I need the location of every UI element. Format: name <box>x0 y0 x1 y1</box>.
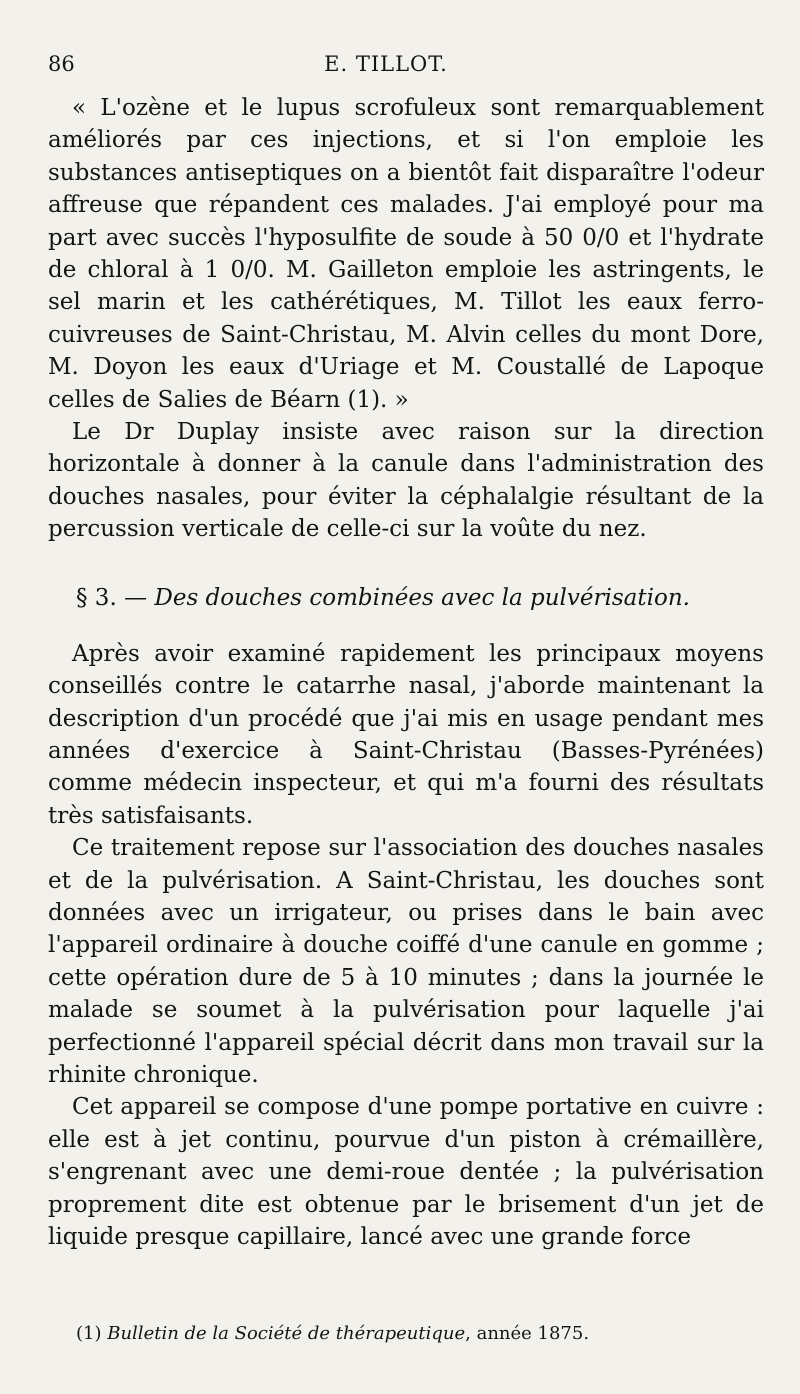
section-title: Des douches combinées avec la pulvérisation. <box>154 584 690 611</box>
paragraph-duplay: Le Dr Duplay insiste avec raison sur la direction horizontale à donner à la canule dans l'administration des douches nasales, pour éviter la céphalalgie résultant de la percussion verticale de celle-ci sur la voûte du nez. <box>48 419 764 543</box>
paragraph-apres: Après avoir examiné rapidement les principaux moyens conseillés contre le catarrhe nasal, j'aborde maintenant la description d'un procédé que j'ai mis en usage pendant mes années d'exercice à Saint-Christau (Basses-Pyrénées) comme médecin inspecteur, et qui m'a fourni des résultats très satisfaisants. <box>48 640 764 829</box>
page-number: 86 <box>48 52 75 76</box>
paragraph-appareil: Cet appareil se compose d'une pompe portative en cuivre : elle est à jet continu, pourvue d'un piston à crémaillère, s'engrenant avec une demi-roue dentée ; la pulvérisation proprement dite est obtenue par le brisement d'un jet de liquide presque capillaire, lancé avec une grande force <box>48 1094 764 1250</box>
paragraph-traitement: Ce traitement repose sur l'association des douches nasales et de la pulvérisation. A Saint-Christau, les douches sont données avec un irrigateur, ou prises dans le bain avec l'appareil ordinaire à douche coiffé d'une canule en gomme ; cette opération dure de 5 à 10 minutes ; dans la journée le malade se soumet à la pulvérisation pour laquelle j'ai perfectionné l'appareil spécial décrit dans mon travail sur la rhinite chronique. <box>48 835 764 1088</box>
footnote <box>76 1322 760 1346</box>
footnote-rest: , année 1875. <box>465 1323 590 1344</box>
running-head: E. TILLOT. <box>324 52 448 76</box>
quote-paragraph: « L'ozène et le lupus scrofuleux sont remarquablement améliorés par ces injections, et si l'on emploie les substances antiseptiques on a bientôt fait disparaître l'odeur affreuse que répandent ces malades. J'ai employé pour ma part avec succès l'hyposulfite de soude à 50 0/0 et l'hydrate de chloral à 1 0/0. M. Gailleton emploie les astringents, le sel marin et les cathérétiques, M. Tillot les eaux ferro-cuivreuses de Saint-Christau, M. Alvin celles du mont Dore, M. Doyon les eaux d'Uriage et M. Coustallé de Lapoque celles de Salies de Béarn (1). » <box>48 95 764 413</box>
section-dash: — <box>124 584 148 611</box>
section-number: § 3. <box>76 584 117 611</box>
section-heading <box>48 582 764 614</box>
footnote-title: Bulletin de la Société de thérapeutique <box>107 1323 466 1344</box>
footnote-marker: (1) <box>76 1323 102 1344</box>
page-header <box>48 52 764 92</box>
body-text <box>48 92 764 1253</box>
